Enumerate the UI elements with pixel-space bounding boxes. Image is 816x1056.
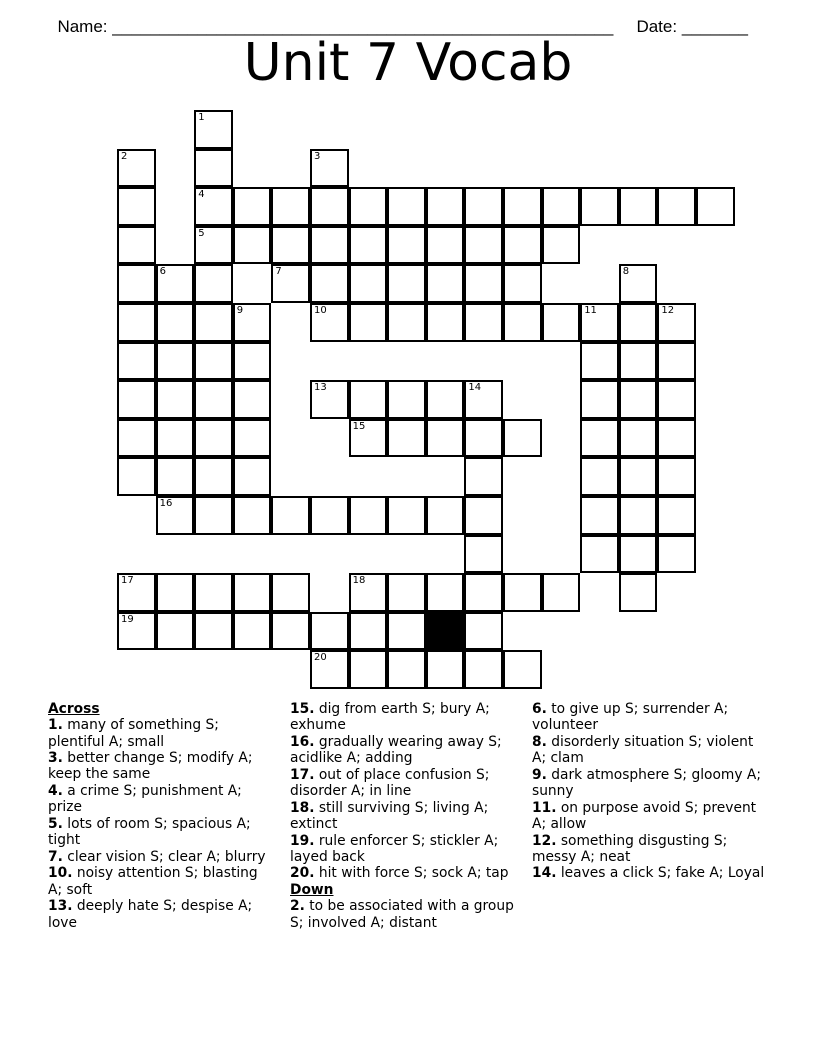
grid-cell[interactable] <box>503 303 542 342</box>
across-clue-17: 17. out of place confusion S; disorder A; in line <box>290 766 490 800</box>
grid-cell[interactable] <box>117 149 156 188</box>
grid-cell[interactable] <box>271 264 310 303</box>
grid-cell[interactable] <box>657 496 696 535</box>
grid-cell[interactable] <box>464 535 503 574</box>
grid-cell[interactable] <box>156 457 195 496</box>
clue-number-16: 16 <box>159 498 173 509</box>
clue-number-19: 19 <box>121 613 134 625</box>
across-clue-13: 13. deeply hate S; despise A; love <box>48 898 253 931</box>
grid-cell[interactable] <box>464 612 503 651</box>
grid-cell[interactable] <box>194 110 233 149</box>
grid-cell[interactable] <box>387 264 426 303</box>
grid-cell[interactable] <box>387 496 426 535</box>
down-clue-9: 9. dark atmosphere S; gloomy A; sunny <box>532 766 761 800</box>
across-clue-16: 16. gradually wearing away S; acidlike A; adding <box>290 733 502 767</box>
grid-cell[interactable] <box>619 303 658 342</box>
grid-cell[interactable] <box>619 419 658 458</box>
grid-cell[interactable] <box>580 535 619 574</box>
grid-cell[interactable] <box>194 419 233 458</box>
grid-cell[interactable] <box>426 226 465 265</box>
date-blank[interactable]: _______ <box>681 17 748 36</box>
grid-cell[interactable] <box>233 303 272 342</box>
grid-cell[interactable] <box>349 226 388 265</box>
grid-cell[interactable] <box>310 380 349 419</box>
grid-cell-black <box>426 612 465 651</box>
grid-cell[interactable] <box>580 187 619 226</box>
grid-cell[interactable] <box>657 342 696 381</box>
grid-cell[interactable] <box>117 457 156 496</box>
clue-number-2: 2 <box>121 150 128 162</box>
across-clue-5: 5. lots of room S; spacious A; tight <box>48 815 251 849</box>
grid-cell[interactable] <box>194 226 233 265</box>
grid-cell[interactable] <box>156 342 195 381</box>
grid-cell[interactable] <box>194 380 233 419</box>
grid-cell[interactable] <box>117 187 156 226</box>
date-label: Date: <box>636 17 682 36</box>
grid-cell[interactable] <box>464 226 503 265</box>
across-clue-19: 19. rule enforcer S; stickler A; layed back <box>290 832 499 865</box>
grid-cell[interactable] <box>619 380 658 419</box>
name-blank[interactable]: _____________________________________________________ <box>112 17 614 36</box>
grid-cell[interactable] <box>156 264 195 303</box>
grid-cell[interactable] <box>387 419 426 458</box>
grid-cell[interactable] <box>349 650 388 689</box>
grid-cell[interactable] <box>619 342 658 381</box>
clue-number-6: 6 <box>159 266 166 278</box>
down-clue-14: 14. leaves a click S; fake A; Loyal <box>532 865 765 882</box>
across-clue-20: 20. hit with force S; sock A; tap <box>290 865 509 882</box>
clue-column-1 <box>48 701 276 931</box>
grid-cell[interactable] <box>117 419 156 458</box>
grid-cell[interactable] <box>387 573 426 612</box>
grid-cell[interactable] <box>349 264 388 303</box>
grid-cell[interactable] <box>117 342 156 381</box>
grid-cell[interactable] <box>156 419 195 458</box>
grid-cell[interactable] <box>349 612 388 651</box>
grid-cell[interactable] <box>233 342 272 381</box>
clue-column-3 <box>532 701 768 882</box>
grid-cell[interactable] <box>194 457 233 496</box>
clue-number-5: 5 <box>198 227 205 239</box>
grid-cell[interactable] <box>657 187 696 226</box>
grid-cell[interactable] <box>117 264 156 303</box>
grid-cell[interactable] <box>619 496 658 535</box>
grid-cell[interactable] <box>310 496 349 535</box>
grid-cell[interactable] <box>426 419 465 458</box>
grid-cell[interactable] <box>194 573 233 612</box>
grid-cell[interactable] <box>310 149 349 188</box>
grid-cell[interactable] <box>310 226 349 265</box>
grid-cell[interactable] <box>426 187 465 226</box>
grid-cell[interactable] <box>387 380 426 419</box>
clue-number-14: 14 <box>468 382 482 394</box>
across-clue-4: 4. a crime S; punishment A; prize <box>48 783 242 816</box>
clue-number-11: 11 <box>584 305 597 316</box>
across-clues-list <box>48 717 276 931</box>
grid-cell[interactable] <box>542 226 581 265</box>
grid-cell[interactable] <box>156 612 195 651</box>
grid-cell[interactable] <box>117 380 156 419</box>
grid-cell[interactable] <box>310 264 349 303</box>
grid-cell[interactable] <box>503 226 542 265</box>
grid-cell[interactable] <box>464 303 503 342</box>
grid-cell[interactable] <box>310 650 349 689</box>
down-clue-11: 11. on purpose avoid S; prevent A; allow <box>532 799 757 832</box>
grid-cell[interactable] <box>542 573 581 612</box>
grid-cell[interactable] <box>387 303 426 342</box>
grid-cell[interactable] <box>233 419 272 458</box>
grid-cell[interactable] <box>310 303 349 342</box>
clue-number-1: 1 <box>198 112 205 123</box>
clue-number-7: 7 <box>275 266 282 278</box>
grid-cell[interactable] <box>580 496 619 535</box>
grid-cell[interactable] <box>233 226 272 265</box>
clue-column-2 <box>290 701 522 931</box>
grid-cell[interactable] <box>503 264 542 303</box>
grid-cell[interactable] <box>426 496 465 535</box>
grid-cell[interactable] <box>310 612 349 651</box>
grid-cell[interactable] <box>156 496 195 535</box>
clue-number-10: 10 <box>314 305 327 316</box>
grid-cell[interactable] <box>426 380 465 419</box>
grid-cell[interactable] <box>194 303 233 342</box>
grid-cell[interactable] <box>619 535 658 574</box>
grid-cell[interactable] <box>542 303 581 342</box>
grid-cell[interactable] <box>503 573 542 612</box>
clue-number-3: 3 <box>314 150 321 162</box>
grid-cell[interactable] <box>349 496 388 535</box>
grid-cell[interactable] <box>271 612 310 651</box>
grid-cell[interactable] <box>464 457 503 496</box>
grid-cell[interactable] <box>387 226 426 265</box>
grid-cell[interactable] <box>194 149 233 188</box>
across-heading: Across <box>48 701 100 717</box>
page-title: Unit 7 Vocab <box>243 33 573 93</box>
grid-cell[interactable] <box>503 419 542 458</box>
grid-cell[interactable] <box>657 535 696 574</box>
grid-cell[interactable] <box>464 650 503 689</box>
grid-cell[interactable] <box>580 342 619 381</box>
down-clue-2: 2. to be associated with a group S; involved A; distant <box>290 898 514 931</box>
grid-cell[interactable] <box>117 573 156 612</box>
grid-cell[interactable] <box>657 457 696 496</box>
grid-cell[interactable] <box>117 226 156 265</box>
grid-cell[interactable] <box>233 457 272 496</box>
across-clue-7: 7. clear vision S; clear A; blurry <box>48 848 266 865</box>
clue-number-17: 17 <box>121 575 134 587</box>
grid-cell[interactable] <box>657 303 696 342</box>
across-clue-3: 3. better change S; modify A; keep the same <box>48 750 253 783</box>
grid-cell[interactable] <box>387 187 426 226</box>
down-clue-12: 12. something disgusting S; messy A; neat <box>532 832 728 865</box>
grid-cell[interactable] <box>233 496 272 535</box>
grid-cell[interactable] <box>464 380 503 419</box>
clue-number-12: 12 <box>661 305 675 316</box>
grid-cell[interactable] <box>464 419 503 458</box>
grid-cell[interactable] <box>156 573 195 612</box>
grid-cell[interactable] <box>619 187 658 226</box>
across-clues-list-continued <box>290 701 522 882</box>
grid-cell[interactable] <box>233 612 272 651</box>
clue-number-9: 9 <box>236 305 244 316</box>
grid-cell[interactable] <box>271 496 310 535</box>
grid-cell[interactable] <box>117 303 156 342</box>
grid-cell[interactable] <box>657 419 696 458</box>
clue-number-4: 4 <box>198 189 205 201</box>
across-clue-10: 10. noisy attention S; blasting A; soft <box>48 865 258 898</box>
grid-cell[interactable] <box>426 573 465 612</box>
grid-cell[interactable] <box>349 303 388 342</box>
grid-cell[interactable] <box>156 303 195 342</box>
grid-cell[interactable] <box>426 303 465 342</box>
across-clue-18: 18. still surviving S; living A; extinct <box>290 799 489 832</box>
down-clue-8: 8. disorderly situation S; violent A; clam <box>532 733 754 767</box>
grid-cell[interactable] <box>233 187 272 226</box>
clue-number-18: 18 <box>352 575 366 587</box>
name-label: Name: <box>57 17 113 36</box>
grid-cell[interactable] <box>426 650 465 689</box>
grid-cell[interactable] <box>464 187 503 226</box>
grid-cell[interactable] <box>387 612 426 651</box>
grid-cell[interactable] <box>619 573 658 612</box>
grid-cell[interactable] <box>194 187 233 226</box>
grid-cell[interactable] <box>233 380 272 419</box>
grid-cell[interactable] <box>194 264 233 303</box>
grid-cell[interactable] <box>580 303 619 342</box>
grid-cell[interactable] <box>349 419 388 458</box>
grid-cell[interactable] <box>349 573 388 612</box>
down-clues-list-continued <box>532 701 768 882</box>
grid-cell[interactable] <box>619 457 658 496</box>
grid-cell[interactable] <box>503 187 542 226</box>
grid-cell[interactable] <box>349 187 388 226</box>
grid-cell[interactable] <box>271 187 310 226</box>
clue-number-13: 13 <box>314 382 327 394</box>
clue-number-15: 15 <box>352 420 366 432</box>
grid-cell[interactable] <box>271 573 310 612</box>
grid-cell[interactable] <box>464 573 503 612</box>
grid-cell[interactable] <box>310 187 349 226</box>
grid-cell[interactable] <box>580 457 619 496</box>
grid-cell[interactable] <box>271 226 310 265</box>
down-clues-list <box>290 898 522 931</box>
grid-cell[interactable] <box>194 496 233 535</box>
clue-number-20: 20 <box>314 652 327 664</box>
grid-cell[interactable] <box>426 264 465 303</box>
grid-cell[interactable] <box>387 650 426 689</box>
grid-cell[interactable] <box>194 612 233 651</box>
grid-cell[interactable] <box>580 380 619 419</box>
across-clue-15: 15. dig from earth S; bury A; exhume <box>290 701 490 734</box>
grid-cell[interactable] <box>619 264 658 303</box>
grid-cell[interactable] <box>464 264 503 303</box>
grid-cell[interactable] <box>580 419 619 458</box>
down-heading: Down <box>290 882 334 899</box>
grid-cell[interactable] <box>464 496 503 535</box>
grid-cell[interactable] <box>503 650 542 689</box>
grid-cell[interactable] <box>542 187 581 226</box>
grid-cell[interactable] <box>657 380 696 419</box>
down-clue-6: 6. to give up S; surrender A; volunteer <box>532 701 729 734</box>
grid-cell[interactable] <box>156 380 195 419</box>
grid-cell[interactable] <box>696 187 735 226</box>
grid-cell[interactable] <box>349 380 388 419</box>
across-clue-1: 1. many of something S; plentiful A; small <box>48 717 219 750</box>
grid-cell[interactable] <box>117 612 156 651</box>
clue-number-8: 8 <box>622 266 630 278</box>
grid-cell[interactable] <box>233 573 272 612</box>
grid-cell[interactable] <box>194 342 233 381</box>
